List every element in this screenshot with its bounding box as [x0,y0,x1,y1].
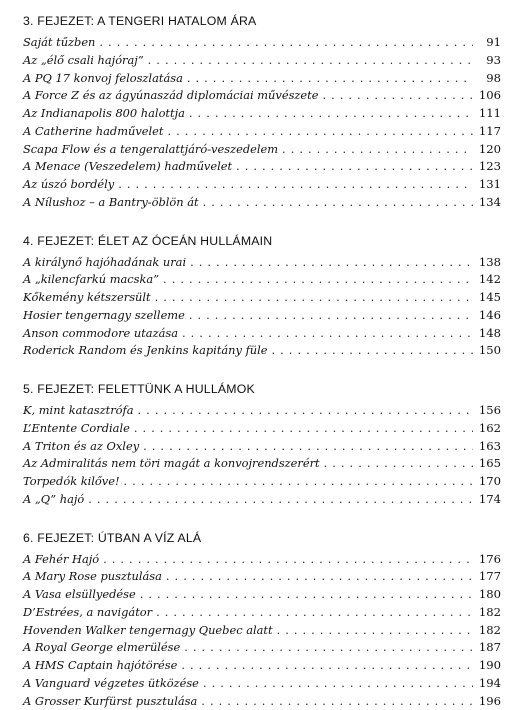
toc-entry [23,254,501,272]
page-number: 123 [479,158,501,176]
dot-leader [184,639,473,657]
entry-title: A Fehér Hajó [23,551,99,569]
dot-leader [124,473,473,491]
chapter-3 [23,12,501,212]
entry-title: A Mary Rose pusztulása [23,568,162,586]
page-number: 138 [479,254,501,272]
toc-entry [23,622,501,640]
dot-leader [181,657,473,675]
entry-title: A Royal George elmerülése [23,639,180,657]
dot-leader [134,420,473,438]
toc-entry [23,586,501,604]
entry-title: Az „élő csali hajóraj” [23,52,144,70]
entry-title: Torpedók kilőve! [23,473,120,491]
dot-leader [143,438,473,456]
chapter-heading: 5. FEJEZET: FELETTÜNK A HULLÁMOK [23,380,501,398]
entry-title: Hosier tengernagy szelleme [23,307,185,325]
page-number: 182 [479,604,501,622]
chapter-heading: 4. FEJEZET: ÉLET AZ ÓCEÁN HULLÁMAIN [23,232,501,250]
entry-title: A királynő hajóhadának urai [23,254,186,272]
dot-leader [99,34,473,52]
page-number: 145 [479,289,501,307]
dot-leader [155,289,473,307]
toc-entry [23,420,501,438]
page-number: 176 [479,551,501,569]
dot-leader [282,141,473,159]
toc-entry [23,34,501,52]
page-number: 177 [479,568,501,586]
toc-entry [23,87,501,105]
page-number: 148 [479,325,501,343]
dot-leader [182,325,473,343]
dot-leader [163,271,473,289]
dot-leader [118,176,473,194]
toc-entry [23,325,501,343]
toc-entry [23,473,501,491]
page-number: 150 [479,342,501,360]
toc-entry [23,402,501,420]
dot-leader [189,307,473,325]
dot-leader [189,105,473,123]
page-number: 187 [479,639,501,657]
entry-title: A Vasa elsüllyedése [23,586,136,604]
toc-entry [23,438,501,456]
entry-title: Anson commodore utazása [23,325,178,343]
dot-leader [324,455,473,473]
page-number: 163 [479,438,501,456]
dot-leader [187,70,473,88]
entry-title: Az Indianapolis 800 halottja [23,105,185,123]
page-number: 142 [479,271,501,289]
toc-entry [23,455,501,473]
page-number: 120 [479,141,501,159]
page-number: 174 [479,491,501,509]
entry-title: A Nílushoz – a Bantry-öblön át [23,194,199,212]
page-number: 131 [479,176,501,194]
entry-title: Az úszó bordély [23,176,114,194]
toc-entry [23,675,501,693]
page-number: 162 [479,420,501,438]
toc-entry [23,158,501,176]
entry-title: Saját tűzben [23,34,95,52]
entry-title: Scapa Flow és a tengeralattjáró-veszedelem [23,141,278,159]
dot-leader [88,491,473,509]
page-number: 146 [479,307,501,325]
page-number: 134 [479,194,501,212]
entry-title: A HMS Captain hajótörése [23,657,177,675]
page-number: 196 [479,693,501,710]
page-number: 98 [479,70,501,88]
chapter-4 [23,232,501,361]
page-number: 194 [479,675,501,693]
dot-leader [190,254,473,272]
chapter-5 [23,380,501,509]
dot-leader [236,158,473,176]
entry-title: Kőkemény kétszersült [23,289,151,307]
toc-entry [23,657,501,675]
page-number: 182 [479,622,501,640]
chapter-heading: 6. FEJEZET: ÚTBAN A VÍZ ALÁ [23,529,501,547]
dot-leader [168,123,473,141]
page-number: 117 [479,123,501,141]
entry-title: A PQ 17 konvoj feloszlatása [23,70,183,88]
toc-entry [23,342,501,360]
entry-title: Hovenden Walker tengernagy Quebec alatt [23,622,273,640]
toc-entry [23,307,501,325]
toc-entry [23,141,501,159]
dot-leader [138,402,473,420]
dot-leader [166,568,473,586]
page-number: 111 [479,105,501,123]
toc-entry [23,52,501,70]
entry-title: A „kilencfarkú macska” [23,271,159,289]
page-number: 165 [479,455,501,473]
dot-leader [201,693,473,710]
toc-entry [23,271,501,289]
page-number: 190 [479,657,501,675]
entry-title: A Force Z és az ágyúnaszád diplomáciai művészete [23,87,318,105]
entry-title: D’Estrées, a navigátor [23,604,152,622]
page-number: 170 [479,473,501,491]
dot-leader [156,604,473,622]
chapter-heading: 3. FEJEZET: A TENGERI HATALOM ÁRA [23,12,501,30]
toc-entry [23,70,501,88]
entry-title: A Menace (Veszedelem) hadművelet [23,158,232,176]
dot-leader [322,87,472,105]
toc-entry [23,194,501,212]
toc-entry [23,604,501,622]
dot-leader [140,586,473,604]
entry-title: K, mint katasztrófa [23,402,134,420]
page-number: 156 [479,402,501,420]
toc-entry [23,123,501,141]
entry-title: A Vanguard végzetes ütközése [23,675,199,693]
page-number: 93 [479,52,501,70]
toc-entry [23,639,501,657]
dot-leader [272,342,473,360]
toc-entry [23,105,501,123]
dot-leader [103,551,473,569]
entry-title: A Triton és az Oxley [23,438,139,456]
entry-title: A Catherine hadművelet [23,123,164,141]
entry-title: A „Q” hajó [23,491,84,509]
toc-entry [23,289,501,307]
entry-title: Az Admiralitás nem töri magát a konvojrendszerért [23,455,320,473]
page-number: 180 [479,586,501,604]
dot-leader [148,52,473,70]
entry-title: L’Entente Cordiale [23,420,130,438]
toc-entry [23,176,501,194]
toc-entry [23,551,501,569]
page-number: 91 [479,34,501,52]
page-number: 106 [479,87,501,105]
chapter-6 [23,529,501,710]
entry-title: A Grosser Kurfürst pusztulása [23,693,197,710]
dot-leader [277,622,473,640]
toc-entry [23,568,501,586]
table-of-contents [23,12,501,710]
dot-leader [203,675,473,693]
entry-title: Roderick Random és Jenkins kapitány füle [23,342,268,360]
toc-entry [23,491,501,509]
toc-entry [23,693,501,710]
dot-leader [203,194,473,212]
